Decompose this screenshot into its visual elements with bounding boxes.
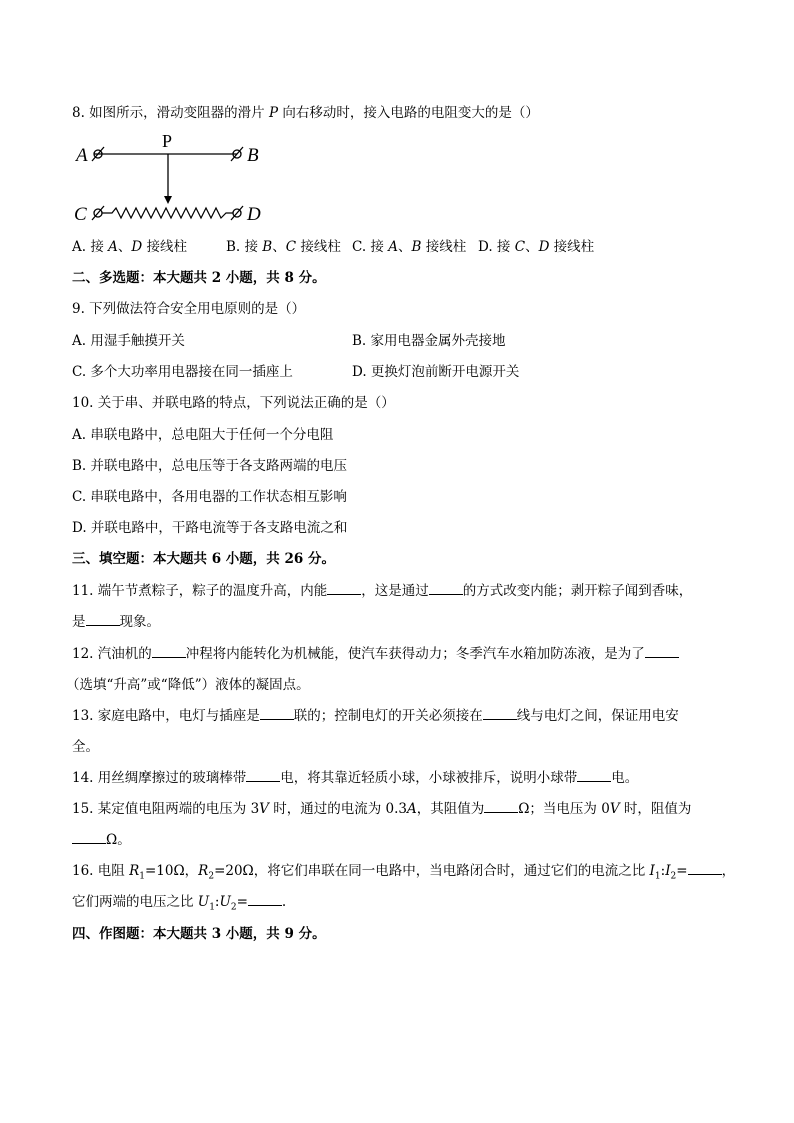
q16-line-1: 16. 电阻 $R_1=10\Omega$，$R_2=20\Omega$，将它们串联在同一电路中，当电路闭合时，通过它们的电流之比 $I_1:I_2=$ ， xyxy=(72,863,736,882)
label-b: B xyxy=(247,145,259,166)
q15-line-2: Ω。 xyxy=(72,831,131,849)
label-a: A xyxy=(76,145,88,166)
answer-blank[interactable] xyxy=(429,582,463,595)
answer-blank[interactable] xyxy=(577,769,611,782)
q9-option-a: A. 用湿手触摸开关 xyxy=(72,333,185,349)
answer-blank[interactable] xyxy=(688,862,722,875)
rheostat-figure xyxy=(72,132,292,222)
section-3-heading: 三、填空题：本大题共 6 小题，共 26 分。 xyxy=(72,551,336,567)
label-p: P xyxy=(162,132,173,151)
q10-option-a: A. 串联电路中，总电阻大于任何一个分电阻 xyxy=(72,427,334,443)
answer-blank[interactable] xyxy=(248,893,282,906)
q8-option-c: C. 接 A、B 接线柱 xyxy=(352,239,467,255)
q14-line: 14. 用丝绸摩擦过的玻璃棒带 电，将其靠近轻质小球，小球被排斥，说明小球带 电。 xyxy=(72,770,639,786)
answer-blank[interactable] xyxy=(72,831,106,844)
q10-option-b: B. 并联电路中，总电压等于各支路两端的电压 xyxy=(72,458,348,474)
q8-stem: 8. 如图所示，滑动变阻器的滑片 P 向右移动时，接入电路的电阻变大的是（） xyxy=(72,105,539,121)
answer-blank[interactable] xyxy=(483,707,517,720)
answer-blank[interactable] xyxy=(260,707,294,720)
q8-option-a: A. 接 A、D 接线柱 xyxy=(72,239,187,255)
q13-line-2: 全。 xyxy=(72,739,99,755)
answer-blank[interactable] xyxy=(645,645,679,658)
q15-line-1: 15. 某定值电阻两端的电压为 3V 时，通过的电流为 0.3A，其阻值为 Ω；当电压为 0V 时，阻值为 xyxy=(72,801,692,817)
answer-blank[interactable] xyxy=(327,582,361,595)
q10-stem: 10. 关于串、并联电路的特点，下列说法正确的是（） xyxy=(72,395,395,411)
answer-blank[interactable] xyxy=(246,769,280,782)
q10-option-d: D. 并联电路中，干路电流等于各支路电流之和 xyxy=(72,520,348,536)
label-d: D xyxy=(247,204,261,222)
q11-line-1: 11. 端午节煮粽子，粽子的温度升高，内能 ，这是通过 的方式改变内能；剥开粽子闻到香味， xyxy=(72,583,693,599)
q13-line-1: 13. 家庭电路中，电灯与插座是 联的；控制电灯的开关必须接在 线与电灯之间，保证用电安 xyxy=(72,708,679,724)
answer-blank[interactable] xyxy=(86,613,120,626)
q9-stem: 9. 下列做法符合安全用电原则的是（） xyxy=(72,301,306,317)
q16-line-2: 它们两端的电压之比 $U_1:U_2=$ . xyxy=(72,894,287,913)
answer-blank[interactable] xyxy=(152,645,186,658)
q8-option-b: B. 接 B、C 接线柱 xyxy=(226,239,341,255)
q9-option-b: B. 家用电器金属外壳接地 xyxy=(352,333,506,349)
q12-line-2: （选填“升高”或“降低”）液体的凝固点。 xyxy=(66,677,310,693)
q12-line-1: 12. 汽油机的 冲程将内能转化为机械能，使汽车获得动力；冬季汽车水箱加防冻液，是为了 xyxy=(72,645,679,663)
section-2-heading: 二、多选题：本大题共 2 小题，共 8 分。 xyxy=(72,270,326,286)
section-4-heading: 四、作图题：本大题共 3 小题，共 9 分。 xyxy=(72,926,326,942)
q11-line-2: 是 现象。 xyxy=(72,614,160,630)
answer-blank[interactable] xyxy=(484,800,518,813)
q8-option-d: D. 接 C、D 接线柱 xyxy=(478,239,595,255)
label-c: C xyxy=(74,204,87,222)
q10-option-c: C. 串联电路中，各用电器的工作状态相互影响 xyxy=(72,489,347,505)
q9-option-d: D. 更换灯泡前断开电源开关 xyxy=(352,364,520,380)
q9-option-c: C. 多个大功率用电器接在同一插座上 xyxy=(72,364,293,380)
